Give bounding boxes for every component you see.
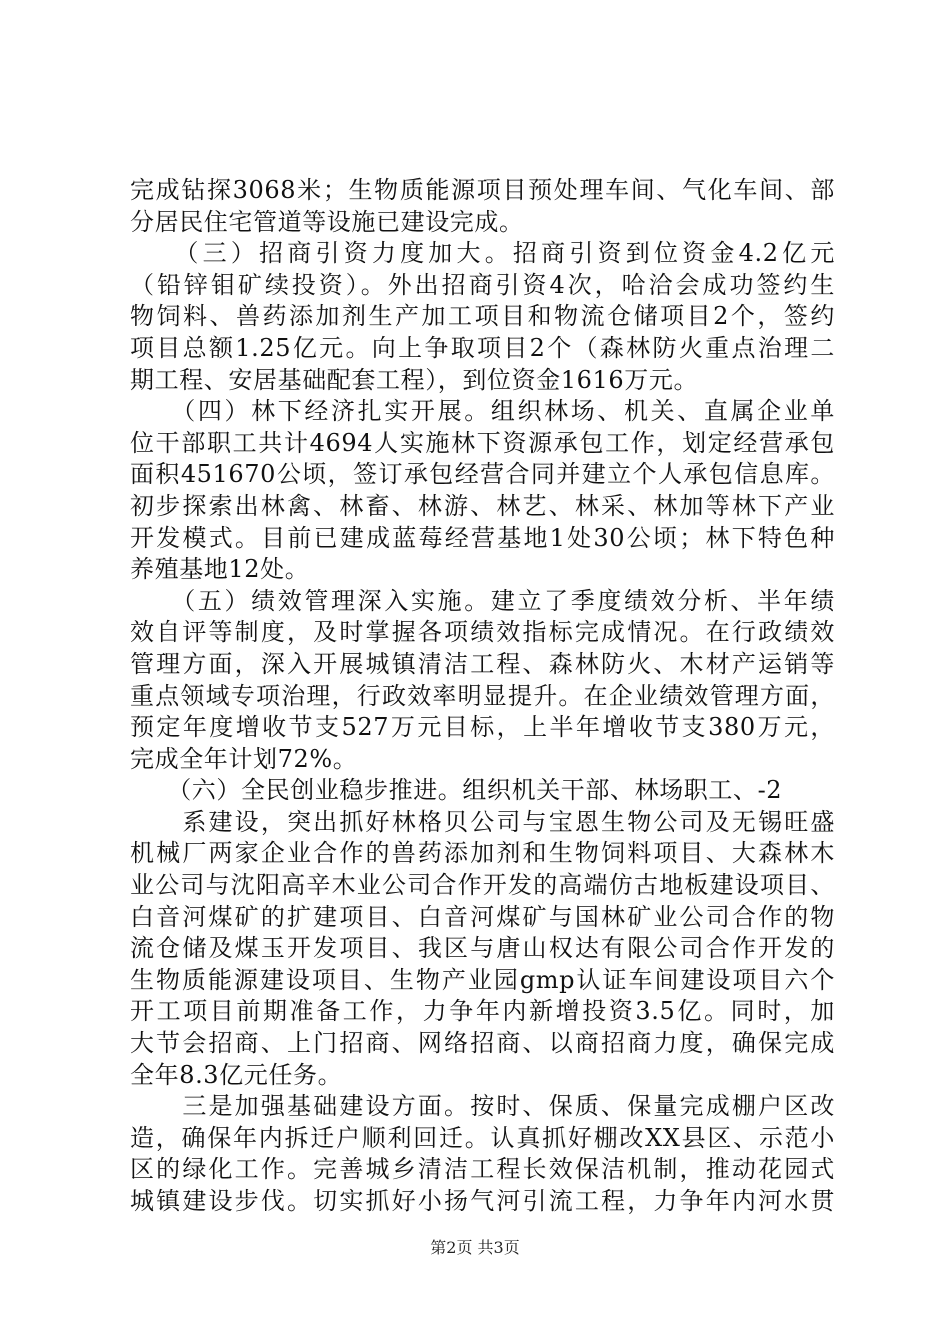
text-line: 位干部职工共计4694人实施林下资源承包工作，划定经营承包 bbox=[130, 428, 835, 457]
text-line: 完成全年计划72%。 bbox=[130, 744, 358, 773]
text-line: 分居民住宅管道等设施已建设完成。 bbox=[130, 207, 524, 236]
text-line: 业公司与沈阳高辛木业公司合作开发的高端仿古地板建设项目、 bbox=[130, 871, 835, 900]
text-line: 面积451670公顷，签订承包经营合同并建立个人承包信息库。 bbox=[130, 460, 835, 489]
text-line: 物饲料、兽药添加剂生产加工项目和物流仓储项目2个，签约 bbox=[130, 302, 835, 331]
text-line: 系建设，突出抓好林格贝公司与宝恩生物公司及无锡旺盛 bbox=[130, 807, 835, 836]
text-line: 期工程、安居基础配套工程），到位资金1616万元。 bbox=[130, 365, 699, 394]
text-line: 流仓储及煤玉开发项目、我区与唐山权达有限公司合作开发的 bbox=[130, 934, 835, 963]
text-line: 开发模式。目前已建成蓝莓经营基地1处30公顷；林下特色种 bbox=[130, 523, 835, 552]
text-line: 开工项目前期准备工作，力争年内新增投资3.5亿。同时，加 bbox=[130, 997, 835, 1026]
page-number-label: 第2页 共3页 bbox=[430, 1238, 520, 1257]
text-line: 效自评等制度，及时掌握各项绩效指标完成情况。在行政绩效 bbox=[130, 618, 835, 647]
document-body bbox=[130, 175, 835, 1218]
text-line: （四）林下经济扎实开展。组织林场、机关、直属企业单 bbox=[130, 397, 835, 426]
text-line: 完成钻探3068米；生物质能源项目预处理车间、气化车间、部 bbox=[130, 176, 835, 204]
text-line: （六）全民创业稳步推进。组织机关干部、林场职工、-2 bbox=[130, 776, 783, 805]
text-line: 造，确保年内拆迁户顺利回迁。认真抓好棚改XX县区、示范小 bbox=[130, 1123, 835, 1152]
text-line: 预定年度增收节支527万元目标，上半年增收节支380万元， bbox=[130, 713, 835, 742]
text-line: 养殖基地12处。 bbox=[130, 555, 310, 584]
text-line: 白音河煤矿的扩建项目、白音河煤矿与国林矿业公司合作的物 bbox=[130, 902, 835, 931]
text-line: 管理方面，深入开展城镇清洁工程、森林防火、木材产运销等 bbox=[130, 649, 835, 678]
text-line: 全年8.3亿元任务。 bbox=[130, 1060, 343, 1089]
text-line: 机械厂两家企业合作的兽药添加剂和生物饲料项目、大森林木 bbox=[130, 839, 835, 868]
text-line: 生物质能源建设项目、生物产业园gmp认证车间建设项目六个 bbox=[130, 965, 835, 994]
text-line: 初步探索出林禽、林畜、林游、林艺、林采、林加等林下产业 bbox=[130, 491, 835, 520]
text-line: 项目总额1.25亿元。向上争取项目2个（森林防火重点治理二 bbox=[130, 333, 835, 362]
text-line: （五）绩效管理深入实施。建立了季度绩效分析、半年绩 bbox=[130, 586, 835, 615]
text-line: （铅锌钼矿续投资）。外出招商引资4次，哈洽会成功签约生 bbox=[130, 270, 835, 299]
text-line: 重点领域专项治理，行政效率明显提升。在企业绩效管理方面， bbox=[130, 681, 835, 710]
text-line: 城镇建设步伐。切实抓好小扬气河引流工程，力争年内河水贯 bbox=[130, 1187, 835, 1215]
text-line: （三）招商引资力度加大。招商引资到位资金4.2亿元 bbox=[130, 239, 835, 268]
text-line: 区的绿化工作。完善城乡清洁工程长效保洁机制，推动花园式 bbox=[130, 1155, 835, 1184]
page-footer bbox=[0, 1238, 950, 1258]
text-line: 三是加强基础建设方面。按时、保质、保量完成棚户区改 bbox=[130, 1092, 835, 1121]
text-line: 大节会招商、上门招商、网络招商、以商招商力度，确保完成 bbox=[130, 1029, 835, 1058]
